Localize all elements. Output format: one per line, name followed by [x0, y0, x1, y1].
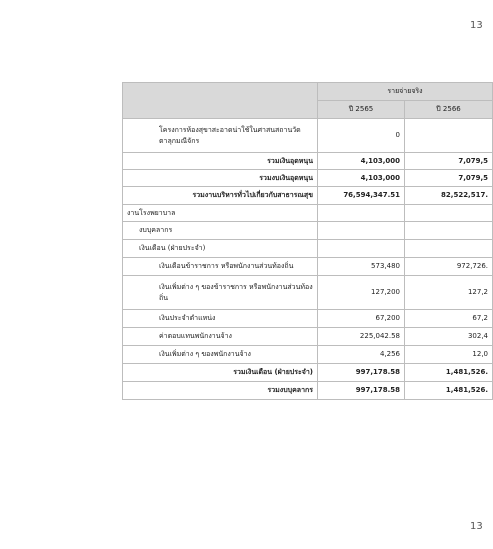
- table-row: [123, 310, 493, 328]
- value-2565: 573,480: [318, 258, 405, 276]
- row-label: เงินเดือนข้าราชการ หรือพนักงานส่วนท้องถิ่น: [123, 258, 318, 276]
- row-label: รวมงบบุคลากร: [123, 382, 318, 400]
- table-body: [123, 119, 493, 400]
- row-label: งานโรงพยาบาล: [123, 205, 318, 222]
- value-2566: 82,522,517.: [405, 187, 493, 205]
- table-row: [123, 205, 493, 222]
- table-row: [123, 346, 493, 364]
- table-row: [123, 222, 493, 240]
- value-2566: 12,0: [405, 346, 493, 364]
- row-label: เงินประจำตำแหน่ง: [123, 310, 318, 328]
- label-header-cell: [123, 83, 318, 119]
- table-row: [123, 240, 493, 258]
- table-row: [123, 364, 493, 382]
- table-row: [123, 170, 493, 187]
- row-label: รวมงบเงินอุดหนุน: [123, 170, 318, 187]
- year-header-2565: ปี 2565: [318, 101, 405, 119]
- table-row: [123, 258, 493, 276]
- value-2566: 302,4: [405, 328, 493, 346]
- value-2565: 0: [318, 119, 405, 153]
- row-label: รวมงานบริหารทั่วไปเกี่ยวกับสาธารณสุข: [123, 187, 318, 205]
- table-row: [123, 119, 493, 153]
- row-label: รวมเงินเดือน (ฝ่ายประจำ): [123, 364, 318, 382]
- value-2565: 997,178.58: [318, 382, 405, 400]
- value-2565: 76,594,347.51: [318, 187, 405, 205]
- value-2565: 4,256: [318, 346, 405, 364]
- row-label: เงินเดือน (ฝ่ายประจำ): [123, 240, 318, 258]
- row-label: เงินเพิ่มต่าง ๆ ของพนักงานจ้าง: [123, 346, 318, 364]
- table-header-row: [123, 83, 493, 101]
- value-2566: [405, 205, 493, 222]
- value-2566: 127,2: [405, 276, 493, 310]
- value-2565: 4,103,000: [318, 153, 405, 170]
- table-row: [123, 382, 493, 400]
- value-2566: 972,726.: [405, 258, 493, 276]
- budget-table: [122, 82, 493, 400]
- row-label: เงินเพิ่มต่าง ๆ ของข้าราชการ หรือพนักงานส่วนท้องถิ่น: [123, 276, 318, 310]
- value-2566: 67,2: [405, 310, 493, 328]
- table-row: [123, 187, 493, 205]
- value-2566: 1,481,526.: [405, 364, 493, 382]
- row-label: รวมเงินอุดหนุน: [123, 153, 318, 170]
- table-row: [123, 276, 493, 310]
- budget-table-container: [122, 82, 488, 422]
- value-2566: 7,079,5: [405, 153, 493, 170]
- value-2565: [318, 222, 405, 240]
- value-2565: 997,178.58: [318, 364, 405, 382]
- value-2565: 4,103,000: [318, 170, 405, 187]
- table-row: [123, 153, 493, 170]
- value-2565: 127,200: [318, 276, 405, 310]
- row-label: งบบุคลากร: [123, 222, 318, 240]
- value-2566: 7,079,5: [405, 170, 493, 187]
- value-2566: 1,481,526.: [405, 382, 493, 400]
- value-2565: [318, 205, 405, 222]
- row-label: ค่าตอบแทนพนักงานจ้าง: [123, 328, 318, 346]
- page-number-footer: 13: [470, 521, 483, 532]
- value-2565: [318, 240, 405, 258]
- value-2566: [405, 119, 493, 153]
- page-number: 13: [470, 20, 483, 31]
- value-2565: 67,200: [318, 310, 405, 328]
- table-row: [123, 328, 493, 346]
- value-2566: [405, 240, 493, 258]
- value-2565: 225,042.58: [318, 328, 405, 346]
- row-label: โครงการห้องสุขาสะอาดน่าใช้ในศาสนสถานวัดตาลุกมณีจักร: [123, 119, 318, 153]
- value-2566: [405, 222, 493, 240]
- actual-expense-header: รายจ่ายจริง: [318, 83, 493, 101]
- year-header-2566: ปี 2566: [405, 101, 493, 119]
